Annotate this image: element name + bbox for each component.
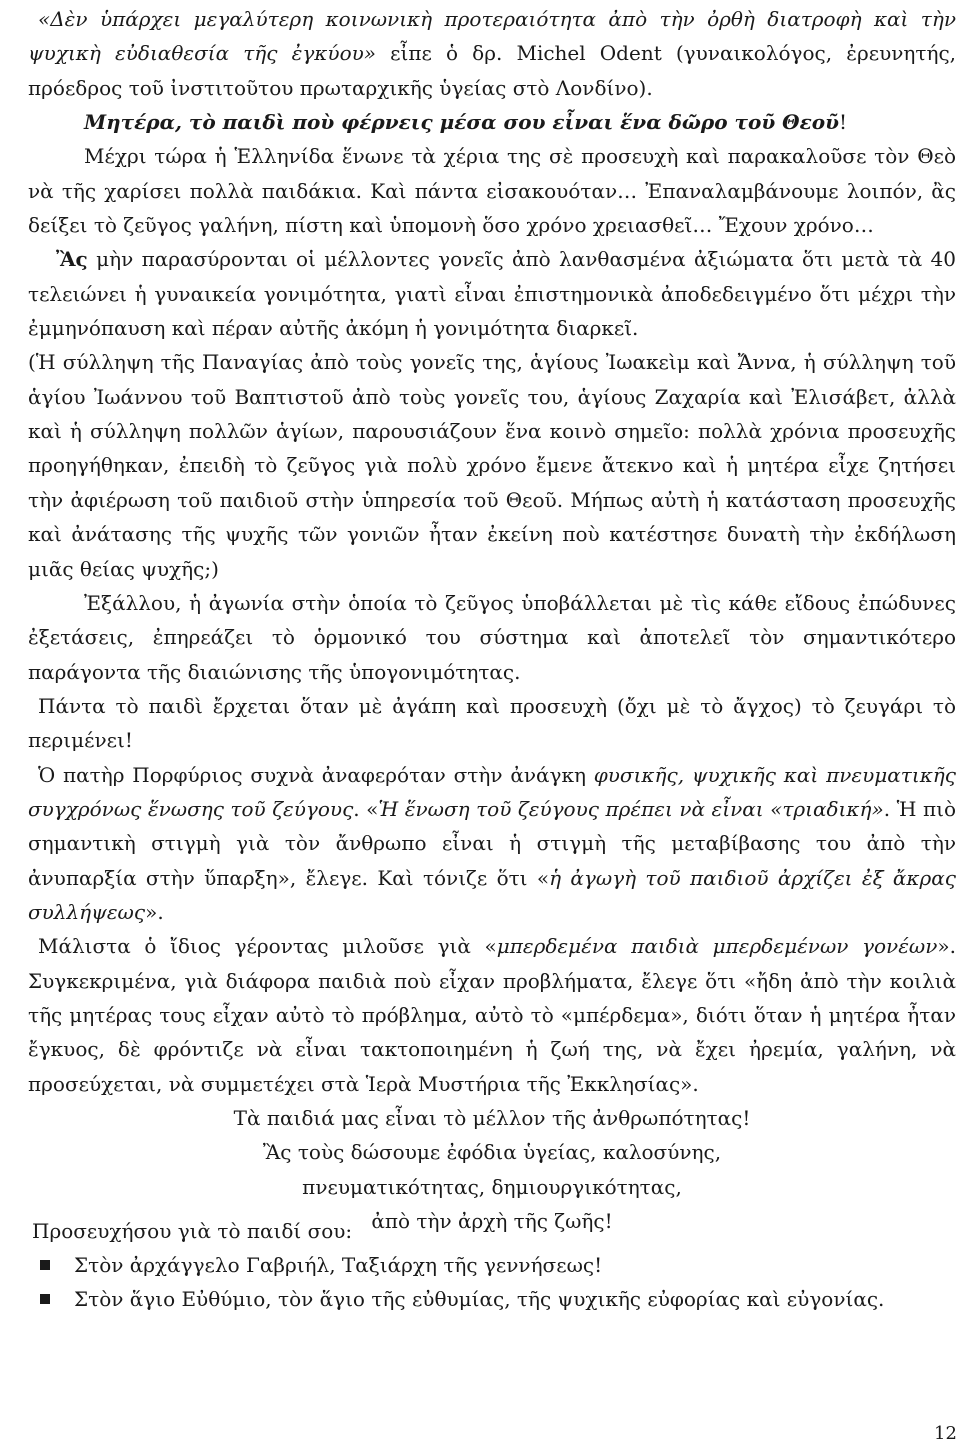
paragraph: Ἐξάλλου, ἡ ἀγωνία στὴν ὁποία τὸ ζεῦγος ὑποβάλλεται μὲ τὶς κάθε εἴδους ἐπώδυνες ἐξετάσεις, ἐπηρεάζει τὸ ὁρμονικό του σύστημα καὶ ἀποτελεῖ τὸν σημαντικότερο παράγοντα τῆς διαιώνισης τῆς ὑπογονιμότητας. bbox=[28, 590, 956, 684]
body-text bbox=[28, 2, 956, 1238]
list-item: Στὸν ἀρχάγγελο Γαβριήλ, Ταξιάρχη τῆς γεννήσεως! bbox=[40, 1248, 884, 1282]
paragraph: Πάντα τὸ παιδὶ ἔρχεται ὅταν μὲ ἀγάπη καὶ προσευχὴ (ὄχι μὲ τὸ ἄγχος) τὸ ζευγάρι τὸ περιμένει! bbox=[28, 693, 956, 753]
page-number: 12 bbox=[934, 1423, 957, 1444]
closing-line: Ἂς τοὺς δώσουμε ἐφόδια ὑγείας, καλοσύνης, bbox=[262, 1140, 722, 1165]
paragraph: Μέχρι τώρα ἡ Ἑλληνίδα ἕνωνε τὰ χέρια της σὲ προσευχὴ καὶ παρακαλοῦσε τὸν Θεὸ νὰ τῆς χαρίσει πολλὰ παιδάκια. Καὶ πάντα εἰσακουόταν… Ἐπαναλαμβάνουμε λοιπόν, ἂς δείξει τὸ ζεῦγος γαλήνη, πίστη καὶ ὑπομονὴ ὅσο χρόνο χρειασθεῖ… Ἔχουν χρόνο… bbox=[28, 144, 956, 238]
paragraph: «Δὲν ὑπάρχει μεγαλύτερη κοινωνικὴ προτεραιότητα ἀπὸ τὴν ὀρθὴ διατροφὴ καὶ τὴν ψυχικὴ εὐδιαθεσία τῆς ἐγκύου» εἶπε ὁ δρ. Michel Odent (γυναικολόγος, ἐρευνητής, πρόεδρος τοῦ ἰνστιτοῦτου πρωταρχικῆς ὑγείας στὸ Λονδίνο). bbox=[28, 7, 956, 100]
prayer-list bbox=[40, 1248, 884, 1317]
list-item: Στὸν ἅγιο Εὐθύμιο, τὸν ἅγιο τῆς εὐθυμίας, τῆς ψυχικῆς εὐφορίας καὶ εὐγονίας. bbox=[40, 1282, 884, 1316]
paragraph: Ἂς μὴν παρασύρονται οἱ μέλλοντες γονεῖς ἀπὸ λανθασμένα ἀξιώματα ὅτι μετὰ τὰ 40 τελειώνει ἡ γυναικεία γονιμότητα, γιατὶ εἶναι ἐπιστημονικὰ ἀποδεδειγμένο ὅτι μέχρι τὴν ἐμμηνόπαυση καὶ πέραν αὐτῆς ἀκόμη ἡ γονιμότητα διαρκεῖ. bbox=[28, 247, 956, 341]
paragraph: Ὁ πατὴρ Πορφύριος συχνὰ ἀναφερόταν στὴν ἀνάγκη φυσικῆς, ψυχικῆς καὶ πνευματικῆς συγχρόνως ἕνωσης τοῦ ζεύγους. «Ἡ ἕνωση τοῦ ζεύγους πρέπει νὰ εἶναι «τριαδική». Ἡ πιὸ σημαντικὴ στιγμὴ γιὰ τὸν ἄνθρωπο εἶναι ἡ στιγμὴ τῆς μεταβίβασης του ἀπὸ τὴν ἀνυπαρξία στὴν ὕπαρξη», ἔλεγε. Καὶ τόνιζε ὅτι «ἡ ἀγωγὴ τοῦ παιδιοῦ ἀρχίζει ἐξ ἄκρας συλλήψεως». bbox=[28, 762, 956, 924]
closing-line: Τὰ παιδιά μας εἶναι τὸ μέλλον τῆς ἀνθρωπότητας! bbox=[233, 1106, 751, 1130]
paragraph: (Ἡ σύλληψη τῆς Παναγίας ἀπὸ τοὺς γονεῖς της, ἁγίους Ἰωακεὶμ καὶ Ἄννα, ἡ σύλληψη τοῦ ἁγίου Ἰωάννου τοῦ Βαπτιστοῦ ἀπὸ τοὺς γονεῖς του, ἁγίους Ζαχαρία καὶ Ἐλισάβετ, ἀλλὰ καὶ ἡ σύλληψη πολλῶν ἁγίων, παρουσιάζουν ἕνα κοινὸ σημεῖο: πολλὰ χρόνια προσευχῆς προηγήθηκαν, ἐπειδὴ τὸ ζεῦγος γιὰ πολὺ χρόνο ἔμενε ἄτεκνο καὶ ἡ μητέρα εἶχε ζητήσει τὴν ἀφιέρωση τοῦ παιδιοῦ στὴν ὑπηρεσία τοῦ Θεοῦ. Μήπως αὐτὴ ἡ κατάσταση προσευχῆς καὶ ἀνάτασης τῆς ψυχῆς τῶν γονιῶν ἦταν ἐκείνη ποὺ κατέστησε δυνατὴ τὴν ἐκδήλωση μιᾶς θείας ψυχῆς;) bbox=[28, 350, 956, 581]
paragraph: Μάλιστα ὁ ἴδιος γέροντας μιλοῦσε γιὰ «μπερδεμένα παιδιὰ μπερδεμένων γονέων». Συγκεκριμένα, γιὰ διάφορα παιδιὰ ποὺ εἶχαν προβλήματα, ἔλεγε ὅτι «ἤδη ἀπὸ τὴν κοιλιὰ τῆς μητέρας τους εἶχαν αὐτὸ τὸ πρόβλημα, αὐτὸ τὸ «μπέρδεμα», διότι ὅταν ἡ μητέρα ἦταν ἔγκυος, δὲ φρόντιζε νὰ εἶναι τακτοποιημένη ἡ ζωή της, νὰ ἔχει ἠρεμία, γαλήνη, νὰ προσεύχεται, νὰ συμμετέχει στὰ Ἱερὰ Μυστήρια τῆς Ἐκκλησίας». bbox=[28, 934, 956, 1096]
closing-line: πνευματικότητας, δημιουργικότητας, bbox=[302, 1174, 682, 1199]
closing-line: ἀπὸ τὴν ἀρχὴ τῆς ζωῆς! bbox=[371, 1209, 613, 1234]
paragraph: Μητέρα, τὸ παιδὶ ποὺ φέρνεις μέσα σου εἶναι ἕνα δῶρο τοῦ Θεοῦ! bbox=[84, 110, 848, 135]
prayer-heading: Προσευχήσου γιὰ τὸ παιδί σου: bbox=[32, 1219, 353, 1243]
